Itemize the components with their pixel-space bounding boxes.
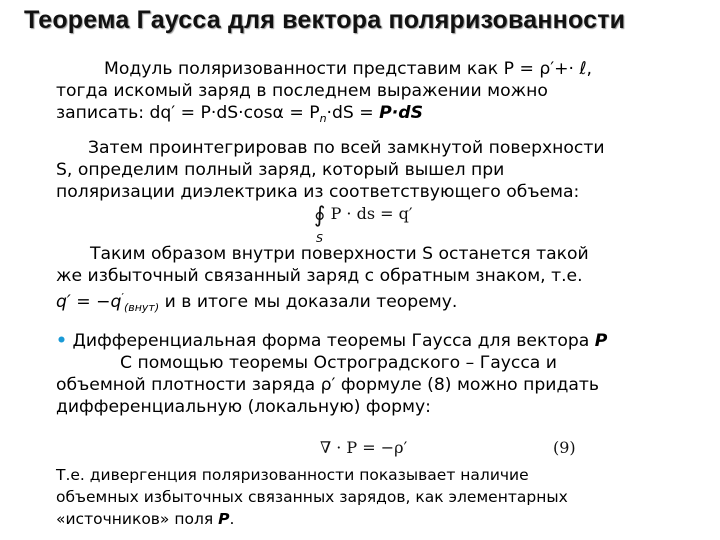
p3-line1: Таким образом внутри поверхности S останется такой <box>90 244 589 264</box>
p1-line3: записать: $dq' = P\cdot dS\cdot\cos\alpha = P_n\cdot dS = P\cdot dS$ <box>56 103 423 125</box>
p1-line2: тогда искомый заряд в последнем выражении можно <box>56 81 548 101</box>
p2-line1: Затем проинтегрировав по всей замкнутой поверхности <box>88 138 605 158</box>
bullet-icon: • <box>56 331 67 351</box>
formula2-body: ∇ · P = −ρ′ <box>320 438 408 457</box>
formula1-body: P · ds = q′ <box>330 204 413 223</box>
formula-divergence <box>320 438 407 457</box>
formula-number: (9) <box>553 438 576 457</box>
p5-line2: объемных избыточных связанных зарядов, как элементарных <box>56 488 568 506</box>
p4-line3: дифференциальную (локальную) форму: <box>56 397 431 417</box>
p4-line2: объемной плотности заряда ρ′ формуле (8) можно придать <box>56 375 600 395</box>
p2-line3: поляризации диэлектрика из соответствующего объема: <box>56 182 580 202</box>
p3-line2: же избыточный связанный заряд с обратным знаком, т.е. <box>56 266 583 286</box>
paragraph-divergence-meaning <box>56 464 674 530</box>
paragraph-integration <box>56 137 674 203</box>
p5-line1: Т.е. дивергенция поляризованности показывает наличие <box>56 466 529 484</box>
p1-line1: Модуль поляризованности представим как P = ρ′+· ℓ, <box>104 59 593 79</box>
paragraph-differential-form <box>56 330 674 418</box>
p5-line3: «источников» поля P. <box>56 510 235 528</box>
p4-line1: С помощью теоремы Остроградского – Гаусса и <box>120 353 557 373</box>
p3-line3: $q' = -q'_{(внут)}$ и в итоге мы доказали теорему. <box>56 291 458 314</box>
section-heading: • Дифференциальная форма теоремы Гаусса для вектора P <box>56 331 608 351</box>
paragraph-polarization-modulus <box>56 58 674 130</box>
paragraph-conclusion <box>56 243 674 319</box>
page-title: Теорема Гаусса для вектора поляризованности <box>24 6 626 34</box>
formula-gauss-integral <box>314 203 413 228</box>
formula1-limit: S <box>316 232 323 245</box>
contour-integral-symbol: ∮ <box>314 203 326 228</box>
p2-line2: S, определим полный заряд, который вышел при <box>56 160 505 180</box>
